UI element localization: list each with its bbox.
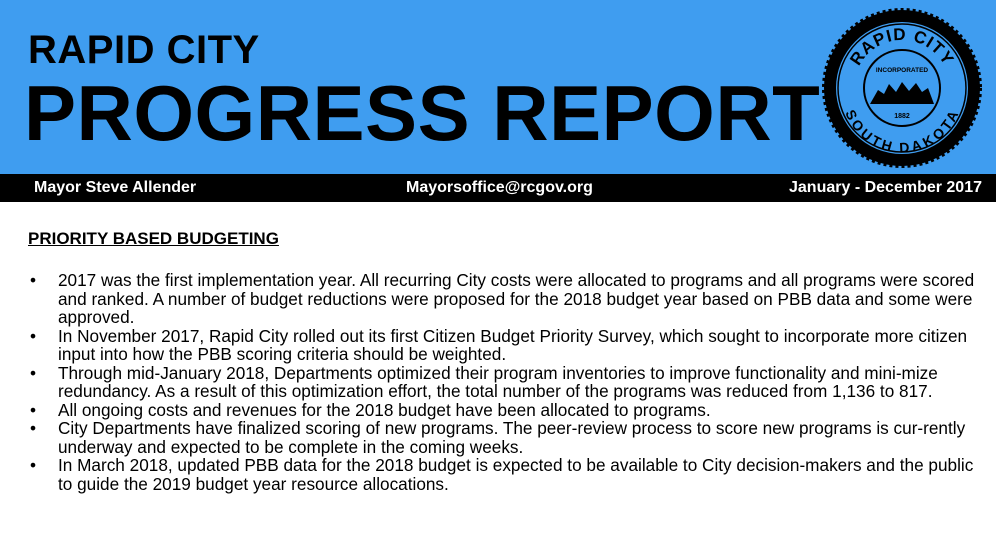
list-item: • In November 2017, Rapid City rolled out its first Citizen Budget Priority Survey, which sought to incorporate more citizen input into how the PBB scoring criteria should be weighted. bbox=[28, 327, 988, 364]
header-banner bbox=[0, 0, 996, 174]
title-progress-report: PROGRESS REPORT bbox=[24, 69, 821, 157]
svg-text:1882: 1882 bbox=[894, 113, 910, 120]
city-seal-logo bbox=[822, 8, 982, 168]
mayor-name: Mayor Steve Allender bbox=[34, 179, 197, 196]
section-heading: PRIORITY BASED BUDGETING bbox=[28, 229, 279, 248]
svg-text:SOUTH DAKOTA: SOUTH DAKOTA bbox=[842, 107, 962, 156]
info-bar bbox=[0, 174, 996, 202]
mayor-email-link[interactable]: Mayorsoffice@rcgov.org bbox=[406, 179, 593, 196]
list-item: • In March 2018, updated PBB data for the 2018 budget is expected to be available to City decision-makers and the public to guide the 2019 budget year resource allocations. bbox=[28, 456, 988, 493]
list-item: • Through mid-January 2018, Departments optimized their program inventories to improve functionality and mini-mize redundancy. As a result of this optimization effort, the total number of the programs was reduced from 1,136 to 817. bbox=[28, 364, 988, 401]
list-item: • 2017 was the first implementation year. All recurring City costs were allocated to programs and all programs were scored and ranked. A number of budget reductions were proposed for the 2018 budget year based on PBB data and some were approved. bbox=[28, 271, 988, 327]
bullet-list bbox=[28, 271, 988, 493]
svg-text:RAPID CITY: RAPID CITY bbox=[846, 24, 958, 69]
svg-text:INCORPORATED: INCORPORATED bbox=[875, 67, 929, 74]
title-city: RAPID CITY bbox=[28, 28, 260, 72]
list-item: • City Departments have finalized scoring of new programs. The peer-review process to score new programs is cur-rently underway and expected to be complete in the coming weeks. bbox=[28, 419, 988, 456]
list-item: • All ongoing costs and revenues for the 2018 budget have been allocated to programs. bbox=[28, 401, 988, 420]
report-period: January - December 2017 bbox=[789, 179, 982, 196]
